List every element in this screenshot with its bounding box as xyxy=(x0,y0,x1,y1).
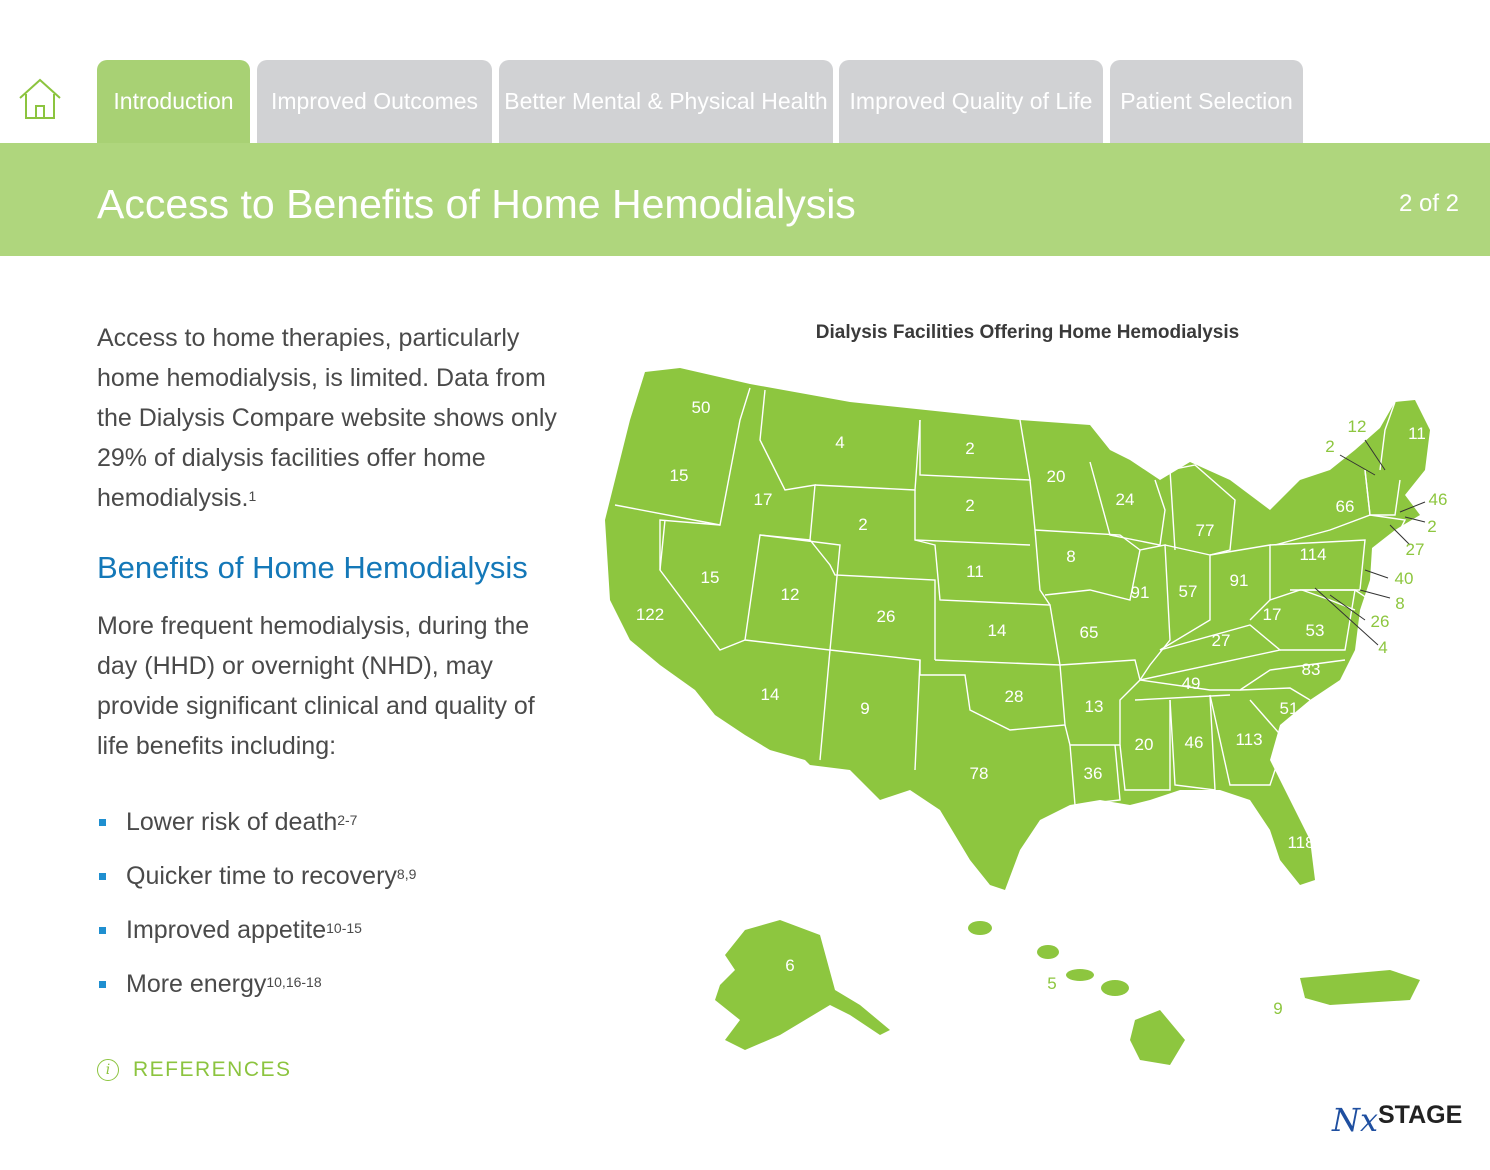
state-label-wy: 2 xyxy=(858,515,868,534)
callout-label-de: 8 xyxy=(1395,594,1405,613)
intro-ref: 1 xyxy=(248,488,257,504)
state-label-mt: 4 xyxy=(835,433,845,452)
info-icon: i xyxy=(97,1059,119,1081)
bullet-ref: 8,9 xyxy=(396,866,417,882)
alaska-shape xyxy=(715,920,890,1050)
tab-better-mental-physical-health[interactable]: Better Mental & Physical Health xyxy=(499,60,833,143)
state-label-nd: 2 xyxy=(965,439,975,458)
tab-improved-quality-of-life[interactable]: Improved Quality of Life xyxy=(839,60,1103,143)
benefits-list xyxy=(97,795,416,1011)
state-label-ia: 8 xyxy=(1066,547,1076,566)
bullet-icon xyxy=(99,981,106,988)
bullet-icon xyxy=(99,819,106,826)
callout-label-nh: 12 xyxy=(1347,417,1367,436)
benefits-text: More frequent hemodialysis, during the day (HHD) or overnight (NHD), may provide significant clinical and quality of life benefits including: xyxy=(97,612,535,760)
callout-label-hi: 5 xyxy=(1047,974,1057,993)
state-label-oh: 91 xyxy=(1229,571,1249,590)
map-title: Dialysis Facilities Offering Home Hemodialysis xyxy=(815,322,1240,343)
state-label-mi: 77 xyxy=(1195,521,1215,540)
benefits-heading: Benefits of Home Hemodialysis xyxy=(97,550,528,585)
state-label-ca: 122 xyxy=(635,605,665,624)
list-item xyxy=(97,957,416,1011)
logo-mark: Nx xyxy=(1332,1101,1379,1139)
tab-improved-outcomes[interactable]: Improved Outcomes xyxy=(257,60,492,143)
references-link[interactable] xyxy=(97,1058,292,1082)
intro-paragraph xyxy=(97,318,567,518)
callout-label-nj: 40 xyxy=(1394,569,1414,588)
state-label-in: 57 xyxy=(1178,582,1198,601)
state-label-nm: 9 xyxy=(860,699,870,718)
state-label-wa: 50 xyxy=(691,398,711,417)
bullet-ref: 10-15 xyxy=(326,920,362,936)
list-item xyxy=(97,903,416,957)
state-label-id: 17 xyxy=(753,490,773,509)
state-label-ar: 13 xyxy=(1084,697,1104,716)
bullet-ref: 2-7 xyxy=(337,812,358,828)
hawaii-shapes xyxy=(968,921,1185,1065)
state-label-ak: 6 xyxy=(785,956,795,975)
tab-introduction[interactable]: Introduction xyxy=(97,60,250,143)
tab-patient-selection[interactable]: Patient Selection xyxy=(1110,60,1303,143)
state-label-wi: 24 xyxy=(1115,490,1135,509)
state-label-ne: 11 xyxy=(966,562,984,581)
state-label-ny: 66 xyxy=(1335,497,1355,516)
state-label-tn: 49 xyxy=(1181,674,1201,693)
references-label: REFERENCES xyxy=(133,1058,292,1081)
state-label-pa: 114 xyxy=(1299,545,1327,564)
state-label-fl: 118 xyxy=(1287,833,1315,852)
state-label-il: 91 xyxy=(1130,583,1150,602)
bullet-text: Lower risk of death xyxy=(126,807,338,836)
state-label-ga: 113 xyxy=(1235,730,1263,749)
bullet-text: Quicker time to recovery xyxy=(126,861,397,890)
list-item xyxy=(97,795,416,849)
logo-text: STAGE xyxy=(1378,1101,1463,1129)
home-icon[interactable] xyxy=(16,74,64,122)
callout-label-ma: 46 xyxy=(1428,490,1448,509)
bullet-text: Improved appetite xyxy=(126,915,327,944)
state-label-al: 46 xyxy=(1184,733,1204,752)
state-label-va: 53 xyxy=(1305,621,1325,640)
callout-label-dc: 4 xyxy=(1378,638,1388,657)
intro-text: Access to home therapies, particularly home hemodialysis, is limited. Data from the Dialysis Compare website shows only 29% of dialysis facilities offer home hemodialysis. xyxy=(97,324,557,512)
state-label-wv: 17 xyxy=(1262,605,1282,624)
nxstage-logo xyxy=(1330,1093,1475,1148)
state-label-az: 14 xyxy=(760,685,780,704)
state-label-tx: 78 xyxy=(969,764,989,783)
state-label-ut: 12 xyxy=(780,585,800,604)
state-label-ky: 27 xyxy=(1211,631,1231,650)
state-label-sc: 51 xyxy=(1279,699,1299,718)
state-label-or: 15 xyxy=(669,466,689,485)
bullet-text: More energy xyxy=(126,969,267,998)
bullet-icon xyxy=(99,927,106,934)
bullet-icon xyxy=(99,873,106,880)
state-label-co: 26 xyxy=(876,607,896,626)
state-label-ks: 14 xyxy=(987,621,1007,640)
list-item xyxy=(97,849,416,903)
page-title: Access to Benefits of Home Hemodialysis xyxy=(97,181,856,227)
callout-label-ct: 27 xyxy=(1405,540,1425,559)
callout-label-vt: 2 xyxy=(1325,437,1335,456)
page-indicator: 2 of 2 xyxy=(1398,190,1459,217)
state-label-nv: 15 xyxy=(700,568,720,587)
state-label-sd: 2 xyxy=(965,496,975,515)
state-label-mo: 65 xyxy=(1079,623,1099,642)
state-label-me: 11 xyxy=(1408,424,1426,443)
state-label-ms: 20 xyxy=(1134,735,1154,754)
callout-label-md: 26 xyxy=(1370,612,1390,631)
state-label-nc: 83 xyxy=(1301,660,1321,679)
puerto-rico-shape xyxy=(1300,970,1420,1005)
state-label-la: 36 xyxy=(1083,764,1103,783)
bullet-ref: 10,16-18 xyxy=(266,974,322,990)
us-map xyxy=(600,360,1490,1080)
state-label-ok: 28 xyxy=(1004,687,1024,706)
state-label-mn: 20 xyxy=(1046,467,1066,486)
callout-label-pr: 9 xyxy=(1273,999,1283,1018)
callout-label-ri: 2 xyxy=(1427,517,1437,536)
